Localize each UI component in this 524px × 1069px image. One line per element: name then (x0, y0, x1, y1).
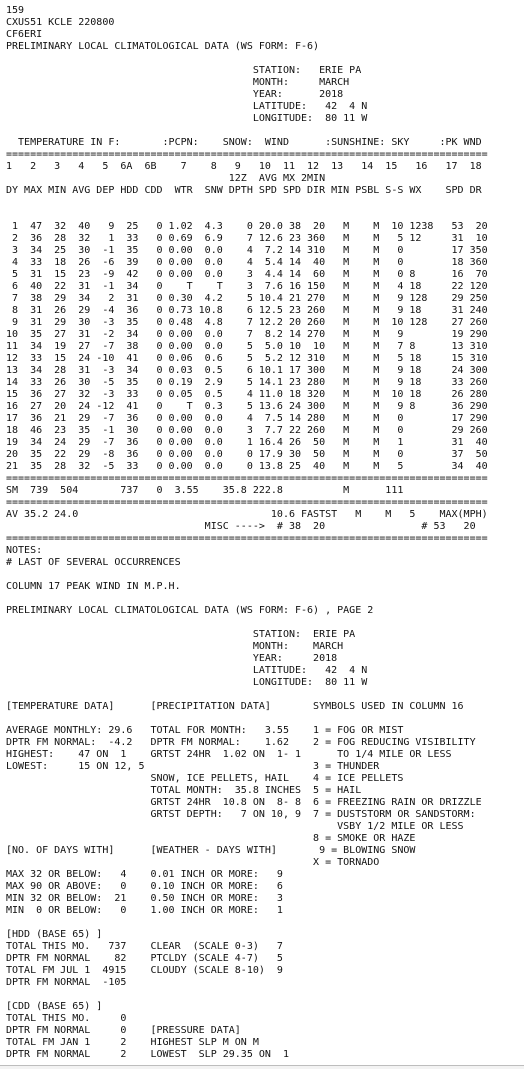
report-line: AV 35.2 24.0 10.6 FASTST M M 5 MAX(MPH) (6, 509, 488, 520)
report-line: 12 33 15 24 -10 41 0 0.06 0.6 5 5.2 12 310 M M 5 18 15 310 (6, 353, 488, 364)
report-line: DY MAX MIN AVG DEP HDD CDD WTR SNW DPTH SPD SPD DIR MIN PSBL S-S WX SPD DR (6, 185, 482, 196)
page-bottom-edge (0, 1065, 524, 1069)
report-line: 13 34 28 31 -3 34 0 0.03 0.5 6 10.1 17 300 M M 9 18 24 300 (6, 365, 488, 376)
report-line: TOTAL THIS MO. 737 CLEAR (SCALE 0-3) 7 (6, 941, 283, 952)
report-line: 7 38 29 34 2 31 0 0.30 4.2 5 10.4 21 270 M M 9 128 29 250 (6, 293, 488, 304)
report-line (6, 569, 488, 581)
report-line (6, 689, 488, 701)
report-line: 17 36 21 29 -7 36 0 0.00 0.0 4 7.5 14 280 M M 0 17 290 (6, 413, 488, 424)
report-line: ================================================================================ (6, 533, 488, 544)
report-line: MIN 32 OR BELOW: 21 0.50 INCH OR MORE: 3 (6, 893, 283, 904)
report-line: 15 36 27 32 -3 33 0 0.05 0.5 4 11.0 18 320 M M 10 18 26 280 (6, 389, 488, 400)
report-line: MONTH: MARCH (6, 77, 350, 88)
report-line (6, 125, 488, 137)
report-line: 5 31 15 23 -9 42 0 0.00 0.0 3 4.4 14 60 M M 0 8 16 70 (6, 269, 488, 280)
report-line: PRELIMINARY LOCAL CLIMATOLOGICAL DATA (WS FORM: F-6) , PAGE 2 (6, 605, 374, 616)
report-line: [TEMPERATURE DATA] [PRECIPITATION DATA] SYMBOLS USED IN COLUMN 16 (6, 701, 464, 712)
report-line (6, 197, 488, 209)
report-line: 3 34 25 30 -1 35 0 0.00 0.0 4 7.2 14 310 M M 0 17 350 (6, 245, 488, 256)
report-line (6, 989, 488, 1001)
report-line: 8 = SMOKE OR HAZE (6, 833, 416, 844)
report-line: 11 34 19 27 -7 38 0 0.00 0.0 5 5.0 10 10 M M 7 8 13 310 (6, 341, 488, 352)
report-line: YEAR: 2018 (6, 653, 338, 664)
report-line: DPTR FM NORMAL -105 (6, 977, 127, 988)
report-line (6, 617, 488, 629)
report-line: LOWEST: 15 ON 12, 5 3 = THUNDER (6, 761, 380, 772)
report-line: AVERAGE MONTHLY: 29.6 TOTAL FOR MONTH: 3.55 1 = FOG OR MIST (6, 725, 404, 736)
climate-report-text (6, 5, 488, 1061)
report-line: GRTST DEPTH: 7 ON 10, 9 7 = DUSTSTORM OR SANDSTORM: (6, 809, 476, 820)
report-line: [HDD (BASE 65) ] (6, 929, 103, 940)
report-line: MONTH: MARCH (6, 641, 344, 652)
report-line: 14 33 26 30 -5 35 0 0.19 2.9 5 14.1 23 280 M M 9 18 33 260 (6, 377, 488, 388)
report-line: COLUMN 17 PEAK WIND IN M.P.H. (6, 581, 181, 592)
report-line (6, 209, 488, 221)
report-line: 1 2 3 4 5 6A 6B 7 8 9 10 11 12 13 14 15 16 17 18 (6, 161, 482, 172)
report-line: STATION: ERIE PA (6, 65, 362, 76)
report-line (6, 593, 488, 605)
report-line: ================================================================================ (6, 473, 488, 484)
report-line: 1 47 32 40 9 25 0 1.02 4.3 0 20.0 38 20 M M 10 1238 53 20 (6, 221, 488, 232)
report-line: # LAST OF SEVERAL OCCURRENCES (6, 557, 181, 568)
report-line: [CDD (BASE 65) ] (6, 1001, 103, 1012)
report-line: GRTST 24HR 10.8 ON 8- 8 6 = FREEZING RAIN OR DRIZZLE (6, 797, 482, 808)
report-line: LONGITUDE: 80 11 W (6, 677, 368, 688)
report-line: CXUS51 KCLE 220800 (6, 17, 115, 28)
report-line: 18 46 23 35 -1 30 0 0.00 0.0 3 7.7 22 260 M M 0 29 260 (6, 425, 488, 436)
report-line: TOTAL FM JUL 1 4915 CLOUDY (SCALE 8-10) 9 (6, 965, 283, 976)
report-line (6, 917, 488, 929)
report-line: YEAR: 2018 (6, 89, 344, 100)
report-line: DPTR FM NORMAL 2 LOWEST SLP 29.35 ON 1 (6, 1049, 289, 1060)
report-line: 2 36 28 32 1 33 0 0.69 6.9 7 12.6 23 360 M M 5 12 31 10 (6, 233, 488, 244)
report-line: DPTR FM NORMAL: -4.2 DPTR FM NORMAL: 1.62 2 = FOG REDUCING VISIBILITY (6, 737, 476, 748)
report-line: TOTAL FM JAN 1 2 HIGHEST SLP M ON M (6, 1037, 259, 1048)
report-line: 9 31 29 30 -3 35 0 0.48 4.8 7 12.2 20 260 M M 10 128 27 260 (6, 317, 488, 328)
report-line: SM 739 504 737 0 3.55 35.8 222.8 M 111 (6, 485, 404, 496)
report-line: MAX 32 OR BELOW: 4 0.01 INCH OR MORE: 9 (6, 869, 283, 880)
report-line: X = TORNADO (6, 857, 380, 868)
report-line: TOTAL THIS MO. 0 (6, 1013, 127, 1024)
report-line: PRELIMINARY LOCAL CLIMATOLOGICAL DATA (WS FORM: F-6) (6, 41, 320, 52)
report-line: 10 35 27 31 -2 34 0 0.00 0.0 7 8.2 14 270 M M 9 19 290 (6, 329, 488, 340)
report-line (6, 53, 488, 65)
report-line: LONGITUDE: 80 11 W (6, 113, 368, 124)
report-line: 19 34 24 29 -7 36 0 0.00 0.0 1 16.4 26 50 M M 1 31 40 (6, 437, 488, 448)
report-line: 4 33 18 26 -6 39 0 0.00 0.0 4 5.4 14 40 M M 0 18 360 (6, 257, 488, 268)
report-line: VSBY 1/2 MILE OR LESS (6, 821, 464, 832)
report-line: CF6ERI (6, 29, 43, 40)
report-line: SNOW, ICE PELLETS, HAIL 4 = ICE PELLETS (6, 773, 404, 784)
report-line: 12Z AVG MX 2MIN (6, 173, 326, 184)
report-line: 159 (6, 5, 25, 16)
report-line: TEMPERATURE IN F: :PCPN: SNOW: WIND :SUNSHINE: SKY :PK WND (6, 137, 482, 148)
report-line: 16 27 20 24 -12 41 0 T 0.3 5 13.6 24 300 M M 9 8 36 290 (6, 401, 488, 412)
report-line: 21 35 28 32 -5 33 0 0.00 0.0 0 13.8 25 40 M M 5 34 40 (6, 461, 488, 472)
report-line: STATION: ERIE PA (6, 629, 356, 640)
report-line: TOTAL MONTH: 35.8 INCHES 5 = HAIL (6, 785, 362, 796)
report-line (6, 713, 488, 725)
report-line: 6 40 22 31 -1 34 0 T T 3 7.6 16 150 M M 4 18 22 120 (6, 281, 488, 292)
report-line: ================================================================================ (6, 497, 488, 508)
report-line: MIN 0 OR BELOW: 0 1.00 INCH OR MORE: 1 (6, 905, 283, 916)
report-line: MISC ----> # 38 20 # 53 20 (6, 521, 476, 532)
report-line: MAX 90 OR ABOVE: 0 0.10 INCH OR MORE: 6 (6, 881, 283, 892)
report-line: LATITUDE: 42 4 N (6, 101, 368, 112)
report-line: LATITUDE: 42 4 N (6, 665, 368, 676)
report-line: HIGHEST: 47 ON 1 GRTST 24HR 1.02 ON 1- 1 TO 1/4 MILE OR LESS (6, 749, 452, 760)
report-line: NOTES: (6, 545, 43, 556)
report-line: DPTR FM NORMAL 82 PTCLDY (SCALE 4-7) 5 (6, 953, 283, 964)
report-line: 8 31 26 29 -4 36 0 0.73 10.8 6 12.5 23 260 M M 9 18 31 240 (6, 305, 488, 316)
report-line: 20 35 22 29 -8 36 0 0.00 0.0 0 17.9 30 50 M M 0 37 50 (6, 449, 488, 460)
report-line: ================================================================================ (6, 149, 488, 160)
report-line: DPTR FM NORMAL 0 [PRESSURE DATA] (6, 1025, 241, 1036)
report-line: [NO. OF DAYS WITH] [WEATHER - DAYS WITH] 9 = BLOWING SNOW (6, 845, 416, 856)
